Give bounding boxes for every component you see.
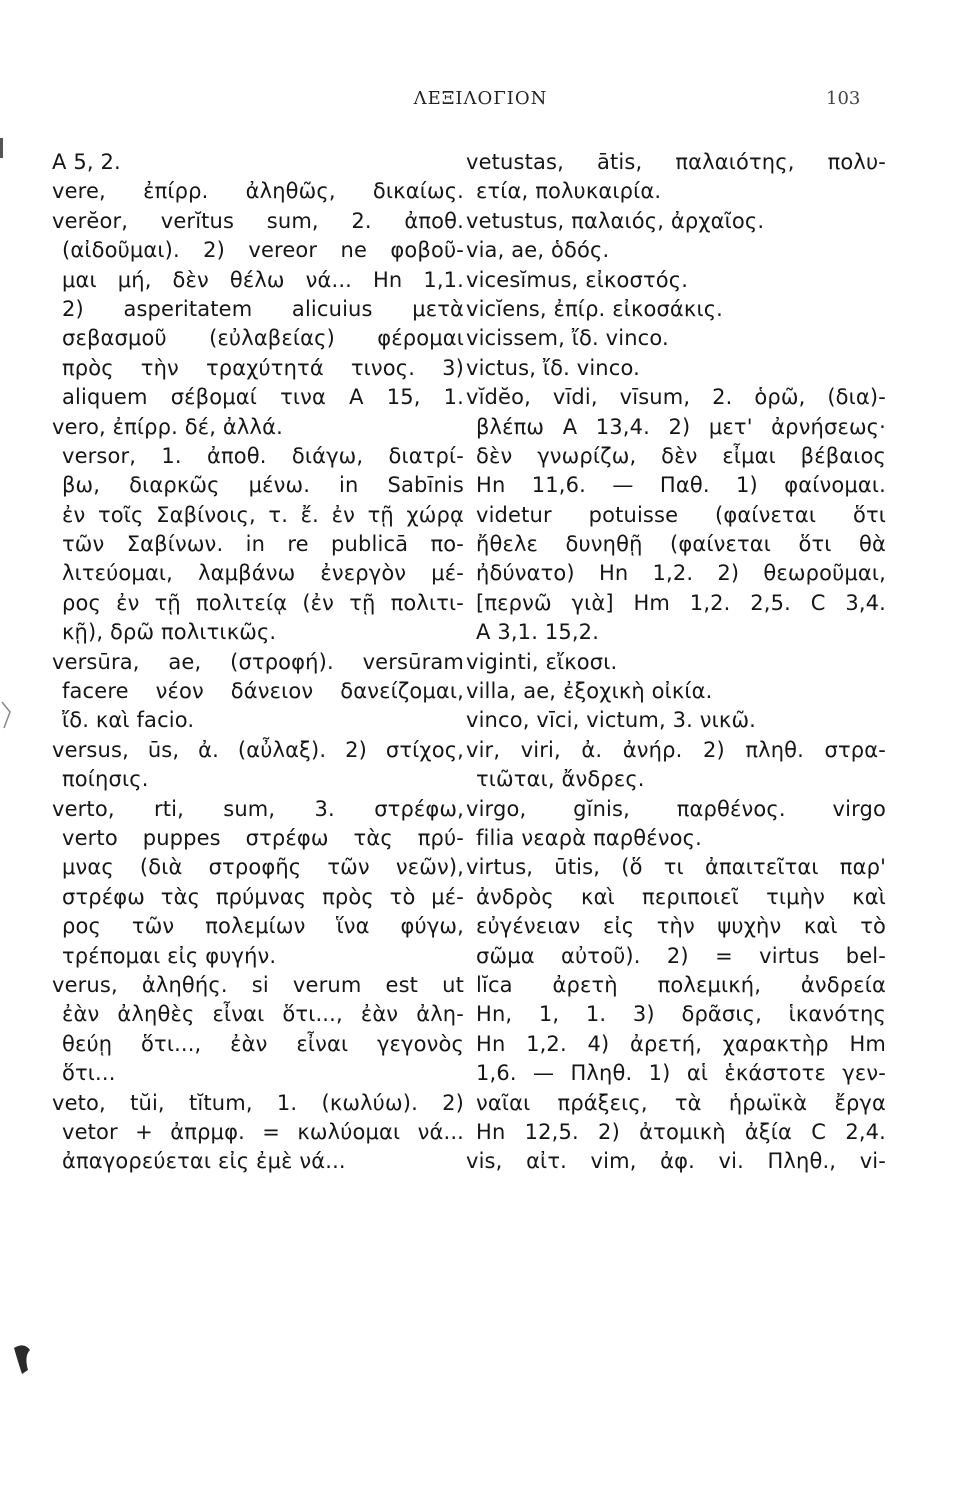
dictionary-line: βλέπω Α 13,4. 2) μετ' ἀρνήσεως· (476, 414, 886, 439)
dictionary-line: 1,6. — Πληθ. 1) αἱ ἑκάστοτε γεν- (476, 1061, 886, 1086)
dictionary-line: ρος τῶν πολεμίων ἵνα φύγω, (62, 914, 464, 939)
dictionary-line: vicĭens, ἐπίρ. εἰκοσάκις. (466, 296, 724, 321)
dictionary-line: villa, ae, ἐξοχικὴ οἰκία. (466, 679, 713, 704)
dictionary-line: τρέπομαι εἰς φυγήν. (62, 943, 277, 968)
dictionary-line: via, ae, ὁδός. (466, 238, 610, 263)
dictionary-line: vis, αἰτ. vim, ἀφ. vi. Πληθ., vi- (466, 1149, 886, 1174)
dictionary-line: vicesĭmus, εἰκοστός. (466, 267, 689, 292)
dictionary-line: videtur potuisse (φαίνεται ὅτι (476, 502, 886, 527)
dictionary-line: lĭca ἀρετὴ πολεμική, ἀνδρεία (476, 972, 886, 997)
dictionary-line: ἐν τοῖς Σαβίνοις, τ. ἔ. ἐν τῇ χώρᾳ (62, 502, 464, 527)
dictionary-line: (αἰδοῦμαι). 2) vereor ne φοβοῦ- (62, 238, 464, 263)
dictionary-line: Α 5, 2. (52, 150, 121, 174)
dictionary-line: aliquem σέβομαί τινα Α 15, 1. (62, 385, 464, 410)
dictionary-line: ὅτι... (62, 1061, 116, 1086)
dictionary-line: ἐὰν ἀληθὲς εἶναι ὅτι..., ἐὰν ἀλη- (62, 1002, 464, 1027)
dictionary-line: μνας (διὰ στροφῆς τῶν νεῶν), (62, 855, 464, 880)
dictionary-line: ἤθελε δυνηθῇ (φαίνεται ὅτι θὰ (476, 532, 886, 557)
dictionary-line: filia νεαρὰ παρθένος. (476, 825, 702, 850)
dictionary-line: virtus, ūtis, (ὅ τι ἀπαιτεῖται παρ' (466, 855, 886, 880)
dictionary-line: vir, viri, ἀ. ἀνήρ. 2) πληθ. στρα- (466, 737, 886, 762)
dictionary-line: Α 3,1. 15,2. (476, 620, 600, 645)
right-column (466, 148, 886, 1177)
dictionary-line: vĭdĕo, vīdi, vīsum, 2. ὁρῶ, (δια)- (466, 385, 886, 410)
dictionary-line: 2) asperitatem alicuius μετὰ (62, 296, 464, 321)
dictionary-line: Hn 1,2. 4) ἀρετή, χαρακτὴρ Hm (476, 1031, 886, 1056)
dictionary-line: θεύῃ ὅτι..., ἐὰν εἶναι γεγονὸς (62, 1031, 464, 1056)
margin-bracket-icon (0, 700, 14, 730)
dictionary-line: ρος ἐν τῇ πολιτείᾳ (ἐν τῇ πολιτι- (62, 590, 464, 615)
scan-speck-icon (10, 1340, 40, 1380)
left-column (52, 148, 464, 1177)
dictionary-line: δὲν γνωρίζω, δὲν εἶμαι βέβαιος (476, 443, 886, 468)
dictionary-line: σεβασμοῦ (εὐλαβείας) φέρομαι (62, 326, 464, 351)
dictionary-line: versus, ūs, ἀ. (αὖλαξ). 2) στίχος, (52, 737, 464, 762)
dictionary-line: [περνῶ γιὰ] Hm 1,2. 2,5. C 3,4. (476, 590, 886, 615)
dictionary-line: verto puppes στρέφω τὰς πρύ- (62, 825, 464, 850)
header-title: ΛΕΞΙΛΟΓΙΟΝ (413, 88, 548, 109)
dictionary-line: βω, διαρκῶς μένω. in Sabīnis (62, 473, 464, 498)
dictionary-line: μαι μή, δὲν θέλω νά... Hn 1,1. (62, 267, 464, 292)
dictionary-line: τῶν Σαβίνων. in re publicā πο- (62, 532, 464, 557)
dictionary-line: πρὸς τὴν τραχύτητά τινος. 3) (62, 355, 464, 380)
dictionary-line: λιτεύομαι, λαμβάνω ἐνεργὸν μέ- (62, 561, 464, 586)
dictionary-line: vicissem, ἴδ. vinco. (466, 326, 669, 351)
page-number: 103 (826, 88, 861, 109)
dictionary-line: vetustus, παλαιός, ἀρχαῖος. (466, 208, 765, 233)
dictionary-line: Hn 12,5. 2) ἀτομικὴ ἀξία C 2,4. (476, 1119, 886, 1144)
dictionary-line: viginti, εἴκοσι. (466, 649, 618, 674)
dictionary-line: Hn, 1, 1. 3) δρᾶσις, ἱκανότης (476, 1002, 886, 1027)
running-header (0, 88, 953, 109)
dictionary-line: verto, rti, sum, 3. στρέφω, (52, 796, 464, 821)
dictionary-line: ποίησις. (62, 767, 149, 792)
dictionary-line: vinco, vīci, victum, 3. νικῶ. (466, 708, 757, 733)
dictionary-line: εὐγένειαν εἰς τὴν ψυχὴν καὶ τὸ (476, 914, 886, 939)
dictionary-line: facere νέον δάνειον δανείζομαι, (62, 679, 464, 704)
dictionary-line: vetor + ἀπρμφ. = κωλύομαι νά... (62, 1119, 464, 1144)
scan-edge-mark (0, 138, 3, 158)
dictionary-line: verus, ἀληθής. si verum est ut (52, 972, 464, 997)
dictionary-line: ἠδύνατο) Hn 1,2. 2) θεωροῦμαι, (476, 561, 886, 586)
dictionary-line: στρέφω τὰς πρύμνας πρὸς τὸ μέ- (62, 884, 464, 909)
dictionary-line: virgo, gĭnis, παρθένος. virgo (466, 796, 886, 821)
dictionary-line: ετία, πολυκαιρία. (476, 179, 662, 204)
dictionary-line: τιῶται, ἄνδρες. (476, 767, 645, 792)
dictionary-line: versūra, ae, (στροφή). versūram (52, 649, 464, 674)
dictionary-line: ἀνδρὸς καὶ περιποιεῖ τιμὴν καὶ (476, 884, 886, 909)
dictionary-line: ναῖαι πράξεις, τὰ ἡρωϊκὰ ἔργα (476, 1090, 886, 1115)
dictionary-line: ἀπαγορεύεται εἰς ἐμὲ νά... (62, 1149, 346, 1174)
dictionary-line: σῶμα αὐτοῦ). 2) = virtus bel- (476, 943, 886, 968)
dictionary-line: ἴδ. καὶ facio. (62, 708, 195, 733)
dictionary-line: veto, tŭi, tĭtum, 1. (κωλύω). 2) (52, 1090, 464, 1115)
dictionary-line: vetustas, ātis, παλαιότης, πολυ- (466, 150, 886, 174)
dictionary-line: κῇ), δρῶ πολιτικῶς. (62, 620, 277, 645)
dictionary-line: vero, ἐπίρρ. δέ, ἀλλά. (52, 414, 283, 439)
dictionary-line: vere, ἐπίρρ. ἀληθῶς, δικαίως. (52, 179, 464, 204)
dictionary-line: versor, 1. ἀποθ. διάγω, διατρί- (62, 443, 464, 468)
dictionary-line: verĕor, verĭtus sum, 2. ἀποθ. (52, 208, 464, 233)
dictionary-line: Hn 11,6. — Παθ. 1) φαίνομαι. (476, 473, 886, 498)
dictionary-line: victus, ἴδ. vinco. (466, 355, 640, 380)
